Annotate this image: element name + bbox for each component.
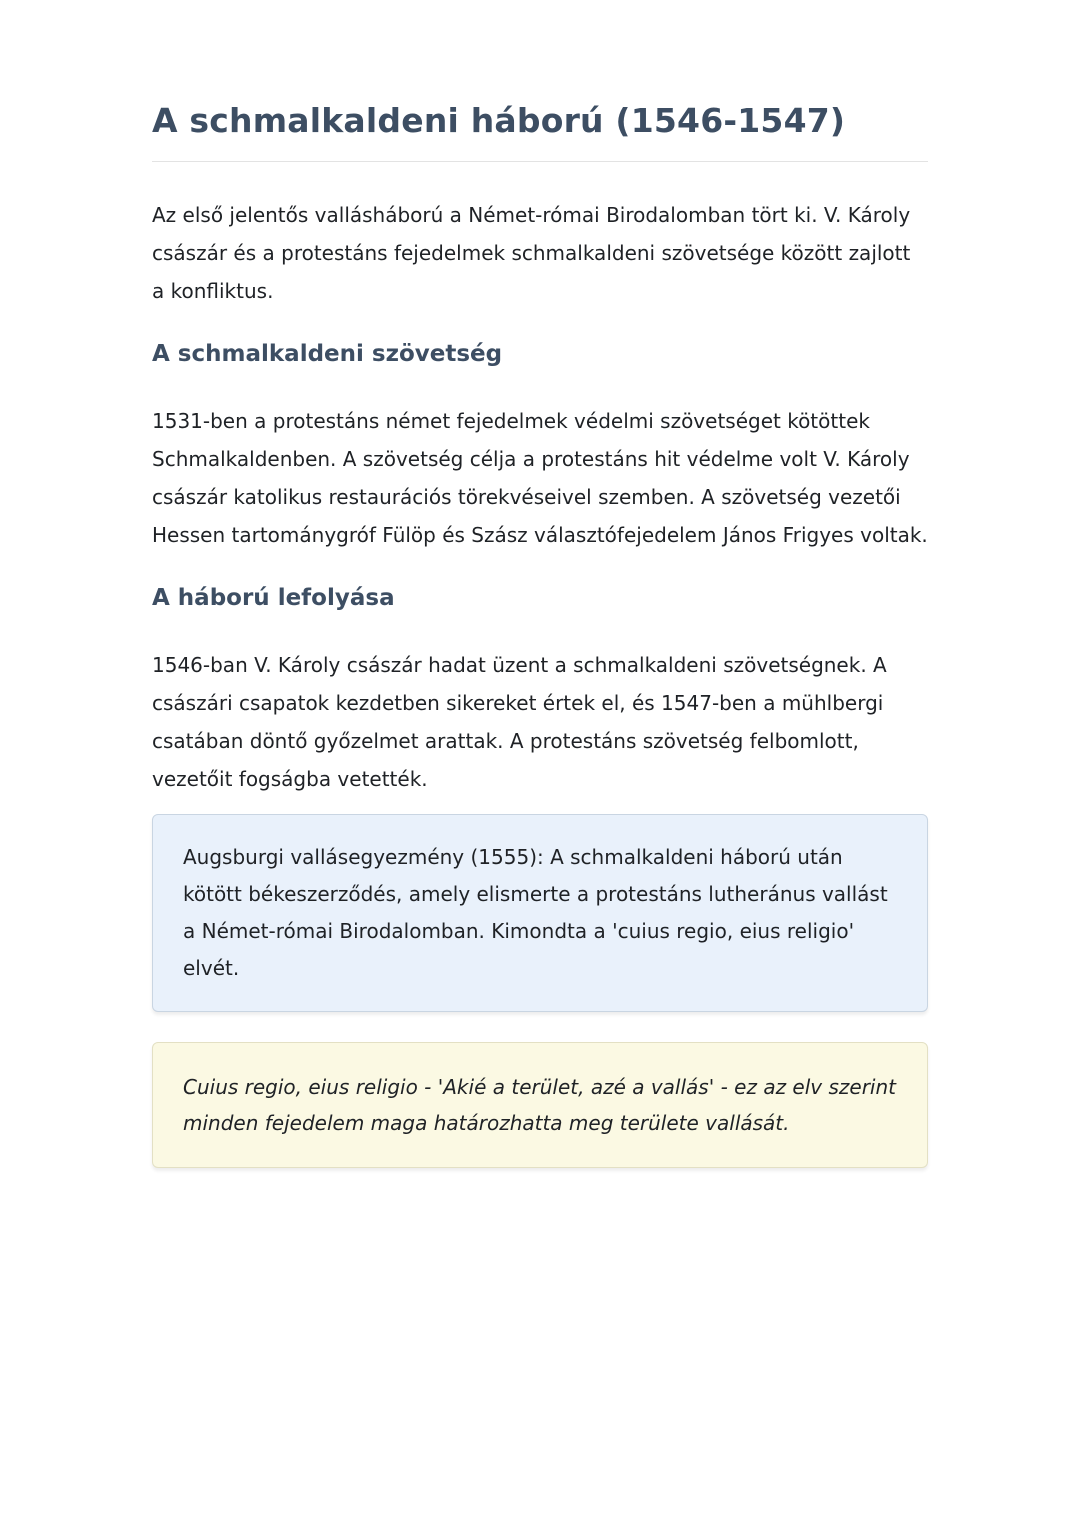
- info-box: [152, 814, 928, 1012]
- intro-paragraph: Az első jelentős vallásháború a Német-római Birodalomban tört ki. V. Károly császár és a protestáns fejedelmek schmalkaldeni szövetsége között zajlott a konfliktus.: [152, 203, 911, 304]
- section-heading-alliance: A schmalkaldeni szövetség: [152, 341, 503, 368]
- section-heading-war: A háború lefolyása: [152, 585, 395, 612]
- alliance-paragraph: 1531-ben a protestáns német fejedelmek védelmi szövetséget kötöttek Schmalkaldenben. A szövetség célja a protestáns hit védelme volt V. Károly császár katolikus restaurációs törekvéseivel szemben. A szövetség vezetői Hessen tartománygróf Fülöp és Szász választófejedelem János Frigyes voltak.: [152, 409, 928, 548]
- page-title: A schmalkaldeni háború (1546-1547): [152, 101, 846, 140]
- title-divider: [152, 161, 928, 162]
- document-page: [152, 0, 928, 1168]
- info-box-text: Augsburgi vallásegyezmény (1555): A schmalkaldeni háború után kötött békeszerződés, amely elismerte a protestáns lutheránus vallást a Német-római Birodalomban. Kimondta a 'cuius regio, eius religio' elvét.: [183, 845, 888, 981]
- quote-box-text: Cuius regio, eius religio - 'Akié a terület, azé a vallás' - ez az elv szerint minden fejedelem maga határozhatta meg területe vallását.: [183, 1075, 896, 1136]
- quote-box: [152, 1042, 928, 1168]
- war-paragraph: 1546-ban V. Károly császár hadat üzent a schmalkaldeni szövetségnek. A császári csapatok kezdetben sikereket értek el, és 1547-ben a mühlbergi csatában döntő győzelmet arattak. A protestáns szövetség felbomlott, vezetőit fogságba vetették.: [152, 653, 887, 792]
